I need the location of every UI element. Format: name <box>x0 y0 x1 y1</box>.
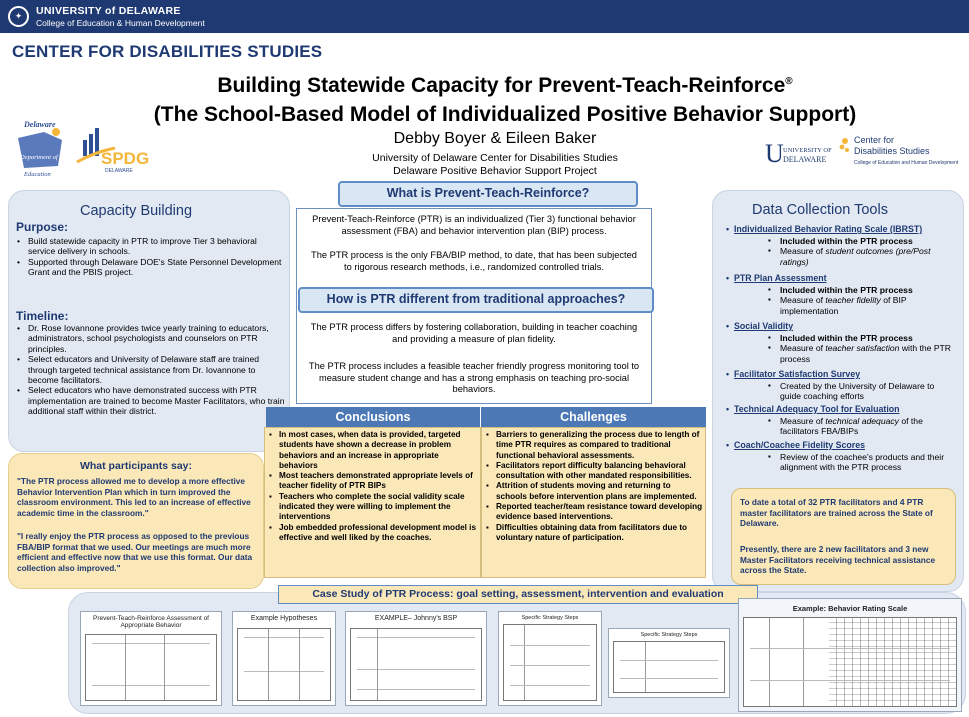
affiliation-line-1: University of Delaware Center for Disabilities Studies <box>372 152 618 164</box>
spdg-logo <box>75 122 155 174</box>
challenge-item: ▪ Barriers to generalizing the process due to length of time PTR requires as compared to traditional functional behavioral assessments. <box>485 430 703 461</box>
tool-detail-prefix: Measure of <box>780 295 826 306</box>
thumbnail-caption: Specific Strategy Steps <box>640 632 698 638</box>
poster-title <box>90 67 920 129</box>
tool-detail-suffix: of BIP implementation <box>780 295 907 316</box>
thumbnail-caption: Example Hypotheses <box>250 615 318 622</box>
title-line-1: Building Statewide Capacity for Prevent-Teach-Reinforce <box>217 74 786 97</box>
cds-logo-text-2: Disabilities Studies <box>854 146 930 156</box>
tool-technical-adequacy-details <box>766 416 956 437</box>
purpose-list <box>14 236 286 278</box>
cds-logo-text-3: College of Education and Human Development <box>854 160 959 166</box>
conclusions-list <box>268 430 478 543</box>
affiliation <box>290 152 700 178</box>
tool-detail-prefix: Measure of <box>780 416 826 426</box>
what-paragraph-1: Prevent-Teach-Reinforce (PTR) is an individualized (Tier 3) functional behavior assessment (FBA) and behavior intervention plan (BIP) process. <box>312 214 636 236</box>
thumbnail-table <box>743 617 957 707</box>
tool-social-validity: • Social Validity <box>726 321 793 331</box>
doe-text-3: Education <box>24 171 51 178</box>
case-thumbnail-hypotheses <box>232 611 336 706</box>
participant-quote-2: "I really enjoy the PTR process as opposed to the previous FBA/BIP format that we used. Our meetings are much more efficient and effective now that we use this format. Our data collection also improved." <box>17 531 253 573</box>
spdg-small-text: DELAWARE <box>105 168 133 174</box>
tool-social-validity-details <box>766 333 956 364</box>
case-thumbnail-assessment <box>80 611 222 706</box>
how-different-heading: How is PTR different from traditional approaches? <box>298 287 654 313</box>
challenge-item: ▪ Reported teacher/team resistance toward developing evidence based interventions. <box>485 502 703 523</box>
challenge-item: ▪ Difficulties obtaining data from facilitators due to voluntary nature of participation. <box>485 523 703 544</box>
tool-coach-fidelity-details <box>766 452 956 473</box>
conclusion-item: ▪ Teachers who complete the social validity scale indicated they were willing to implement the interventions <box>268 492 478 523</box>
tool-detail <box>766 295 956 316</box>
participant-quote-1: "The PTR process allowed me to develop a more effective Behavior Intervention Plan which in turn improved the classroom environment. This led to an increase of effective academic time in the classroom." <box>17 476 251 518</box>
spdg-text: SPDG <box>101 149 150 168</box>
svg-text:U: U <box>765 139 784 168</box>
tool-detail-emphasis: technical adequacy <box>825 416 899 426</box>
tool-detail-prefix: Measure of <box>780 343 826 354</box>
thumbnail-table <box>85 634 217 701</box>
how-paragraph-2: The PTR process includes a feasible teacher friendly progress monitoring tool to measure student change and has a strong emphasis on teaching pro-social behaviors. <box>308 361 640 395</box>
university-name: UNIVERSITY of DELAWARE <box>36 5 181 17</box>
thumbnail-caption: EXAMPLE– Johnny's BSP <box>374 615 458 622</box>
cds-logo <box>838 133 968 173</box>
tool-coach-fidelity: • Coach/Coachee Fidelity Scores <box>726 440 865 450</box>
timeline-item: • Select educators who have demonstrated success with PTR implementation are trained to become Master Facilitators, who train additional staff within their district. <box>14 385 286 416</box>
timeline-item: • Select educators and University of Delaware staff are trained through targeted technical assistance from Dr. Iovannone to become facilitators. <box>14 354 286 385</box>
tool-detail-prefix: Measure of <box>780 246 826 257</box>
doe-text-2: Department of <box>20 154 58 161</box>
timeline-list <box>14 323 286 417</box>
case-thumbnail-rating-scale <box>738 598 962 712</box>
authors: Debby Boyer & Eileen Baker <box>393 130 597 147</box>
timeline-item: • Dr. Rose Iovannone provides twice yearly training to educators, administrators, school psychologists and counselors on PTR principles. <box>14 323 286 354</box>
conclusion-item: ▪ In most cases, when data is provided, targeted students have shown a decrease in problem behaviors and an increase in appropriate behaviors <box>268 430 478 471</box>
data-collection-title: Data Collection Tools <box>752 202 888 218</box>
tool-detail <box>766 343 956 364</box>
thumbnail-table <box>350 628 482 701</box>
college-name: College of Education & Human Development <box>36 18 205 28</box>
tool-technical-adequacy: • Technical Adequacy Tool for Evaluation <box>726 404 900 414</box>
center-title: CENTER FOR DISABILITIES STUDIES <box>12 42 323 61</box>
tool-detail-emphasis: student outcomes (pre/Post ratings) <box>780 246 931 267</box>
purpose-item: • Supported through Delaware DOE's State Personnel Development Grant and the PBIS project. <box>14 257 286 278</box>
challenges-list <box>485 430 703 543</box>
university-header-bar <box>0 0 969 33</box>
affiliation-line-2: Delaware Positive Behavior Support Project <box>393 165 597 177</box>
capacity-building-title: Capacity Building <box>80 203 193 219</box>
challenge-item: ▪ Facilitators report difficulty balancing behavioral consultation with other mandated responsibilities. <box>485 461 703 482</box>
case-thumbnail-strategy-1 <box>498 611 602 706</box>
participants-title: What participants say: <box>79 460 193 472</box>
registered-mark: ® <box>785 76 793 87</box>
thumbnail-caption: Example: Behavior Rating Scale <box>792 604 908 613</box>
thumbnail-caption: Specific Strategy Steps <box>521 615 579 621</box>
ud-logo-text-2: DELAWARE <box>783 155 827 164</box>
facilitator-total-text: To date a total of 32 PTR facilitators and 4 PTR master facilitators are trained across the State of Delaware. <box>740 497 933 528</box>
case-thumbnail-strategy-2 <box>608 628 730 698</box>
conclusions-heading: Conclusions <box>266 407 480 427</box>
tool-detail-suffix: of the facilitators FBA/BIPs <box>780 416 923 437</box>
conclusion-item: ▪ Job embedded professional development model is effective and well liked by the coaches. <box>268 523 478 544</box>
case-study-title: Case Study of PTR Process: goal setting, assessment, intervention and evaluation <box>278 585 758 604</box>
challenges-heading: Challenges <box>481 407 706 427</box>
tool-ptr-plan-assessment: • PTR Plan Assessment <box>726 273 827 283</box>
cds-logo-text-1: Center for <box>854 135 895 145</box>
ud-logo-text-1: UNIVERSITY OF <box>783 147 832 154</box>
timeline-heading: Timeline: <box>16 309 69 323</box>
thumbnail-table <box>237 628 331 701</box>
tool-facilitator-survey: • Facilitator Satisfaction Survey <box>726 369 860 379</box>
what-paragraph-2: The PTR process is the only FBA/BIP method, to date, that has been subjected to rigorous research methods, i.e., randomized controlled trials. <box>311 250 637 272</box>
challenge-item: ▪ Attrition of students moving and returning to schools before intervention plans are implemented. <box>485 481 703 502</box>
new-facilitators-text: Presently, there are 2 new facilitators and 3 new Master Facilitators receiving technical assistance across the State. <box>740 544 936 575</box>
tool-detail: ▪ Included within the PTR process <box>766 285 956 295</box>
title-line-2: (The School-Based Model of Individualized Positive Behavior Support) <box>153 103 857 126</box>
what-is-ptr-heading: What is Prevent-Teach-Reinforce? <box>338 181 638 207</box>
purpose-item: • Build statewide capacity in PTR to improve Tier 3 behavioral service delivery in schools. <box>14 236 286 257</box>
delaware-doe-logo <box>14 118 68 180</box>
facilitator-totals-box <box>731 488 956 585</box>
tool-detail-emphasis: teacher satisfaction <box>825 343 900 354</box>
purpose-heading: Purpose: <box>16 220 69 234</box>
university-seal-icon: ✦ <box>8 6 29 27</box>
tool-detail-suffix: with the PTR process <box>780 343 952 364</box>
how-paragraph-1: The PTR process differs by fostering collaboration, building in teacher coaching and providing a measure of plan fidelity. <box>310 322 638 344</box>
tool-detail <box>766 416 956 437</box>
tool-ptr-plan-details <box>766 285 956 316</box>
doe-text-1: Delaware <box>24 120 56 129</box>
thumbnail-table <box>613 641 725 693</box>
tool-ibrst: • Individualized Behavior Rating Scale (IBRST) <box>726 224 922 234</box>
thumbnail-caption: Prevent-Teach-Reinforce Assessment of Appropriate Behavior <box>93 615 209 629</box>
tool-detail-emphasis: teacher fidelity <box>825 295 881 306</box>
thumbnail-table <box>503 624 597 701</box>
conclusion-item: ▪ Most teachers demonstrated appropriate levels of teacher fidelity of PTR BIPs <box>268 471 478 492</box>
tool-detail: ▪ Review of the coachee's products and their alignment with the PTR process <box>766 452 956 473</box>
tool-detail: ▪ Included within the PTR process <box>766 236 956 246</box>
ud-logo <box>765 136 833 172</box>
tool-detail <box>766 246 956 267</box>
case-thumbnail-bsp <box>345 611 487 706</box>
tool-facilitator-details <box>766 381 956 402</box>
tool-detail: ▪ Created by the University of Delaware to guide coaching efforts <box>766 381 956 402</box>
tool-detail: ▪ Included within the PTR process <box>766 333 956 343</box>
participants-quote-box <box>8 453 264 589</box>
tool-ibrst-details <box>766 236 956 267</box>
